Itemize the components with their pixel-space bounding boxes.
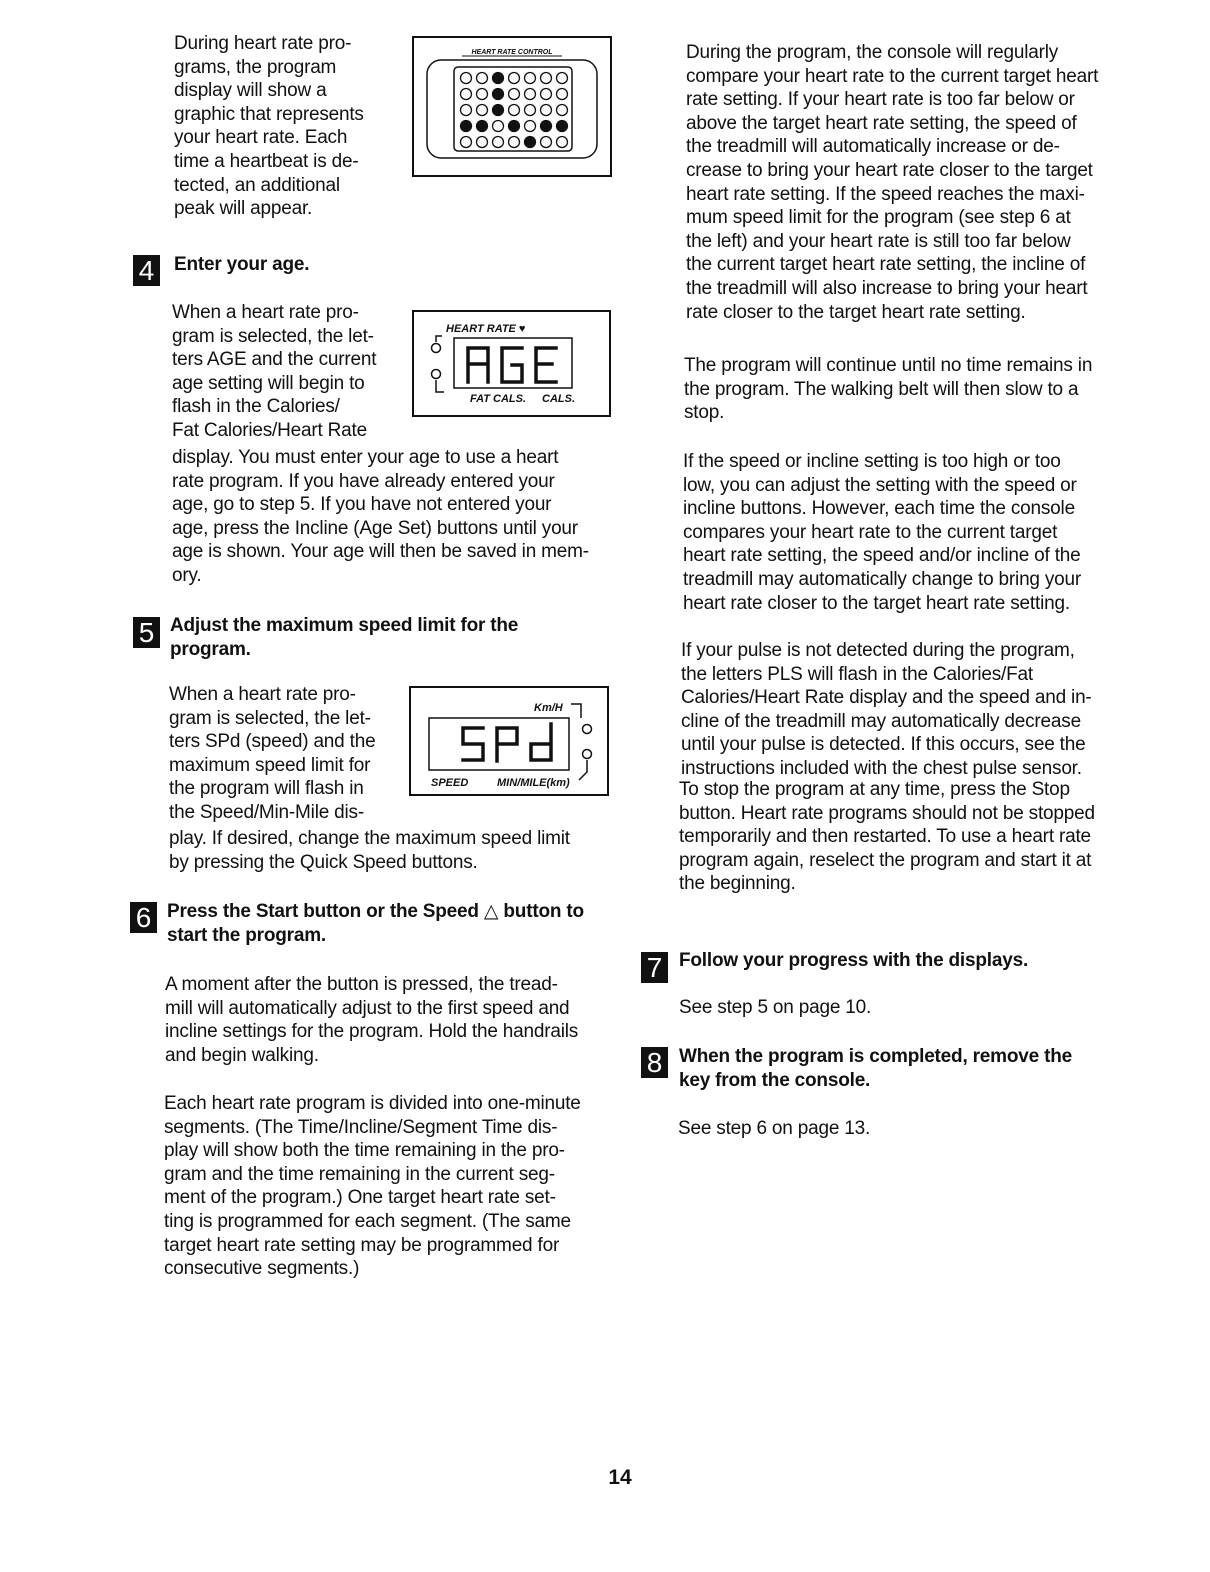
text-line: grams, the program: [174, 56, 337, 78]
speed-label: SPEED: [431, 777, 469, 789]
led-off: [541, 105, 552, 116]
led-on: [493, 105, 504, 116]
min-mile-label: MIN/MILE(km): [497, 777, 570, 789]
text-line: ters SPd (speed) and the: [169, 731, 376, 753]
right-paragraph-2: [684, 354, 1092, 425]
text-line: When a heart rate pro-: [172, 302, 359, 323]
led-off: [557, 105, 568, 116]
heart-rate-graphic: [414, 38, 610, 175]
step-8-body: See step 6 on page 13.: [678, 1118, 871, 1139]
led-off: [477, 73, 488, 84]
text-line: time a heartbeat is de-: [174, 150, 359, 172]
led-on: [509, 121, 520, 132]
step-6-badge: 6: [130, 902, 157, 933]
text-line: the program. The walking belt will then slow to a: [684, 378, 1079, 400]
led-off: [525, 89, 536, 100]
page-number: 14: [608, 1466, 632, 1489]
led-off: [525, 105, 536, 116]
text-line: heart rate setting. If the speed reaches the maxi-: [686, 183, 1085, 205]
text-line: program again, reselect the program and start it at: [679, 849, 1092, 871]
led-off: [477, 105, 488, 116]
step-4-full-text: [172, 446, 589, 588]
text-line: heart rate setting, the speed and/or incline of the: [683, 545, 1081, 567]
led-on: [525, 137, 536, 148]
text-line: During the program, the console will regularly: [686, 42, 1059, 63]
text-line: treadmill may automatically change to bring your: [683, 568, 1082, 590]
speed-display: [409, 686, 609, 796]
step-5-wrapped-text: [169, 683, 375, 825]
led-off: [461, 89, 472, 100]
text-line: crease to bring your heart rate closer to the target: [686, 159, 1093, 181]
led-off: [509, 89, 520, 100]
text-line: the letters PLS will flash in the Calories/Fat: [681, 663, 1033, 685]
right-paragraph-1: [686, 41, 1098, 324]
led-off: [477, 137, 488, 148]
led-off: [525, 73, 536, 84]
text-line: target heart rate setting may be programmed for: [164, 1234, 560, 1256]
text-line: During heart rate pro-: [174, 33, 352, 54]
text-line: the Speed/Min-Mile dis-: [169, 801, 364, 823]
step-8-title-line: key from the console.: [679, 1069, 871, 1091]
step-8-badge: 8: [641, 1047, 668, 1078]
led-on: [493, 73, 504, 84]
text-line: heart rate closer to the target heart rate setting.: [683, 592, 1070, 614]
text-line: low, you can adjust the setting with the speed or: [683, 474, 1077, 496]
text-line: mum speed limit for the program (see step 6 at: [686, 207, 1071, 229]
text-line: play will show both the time remaining in the pro-: [164, 1140, 565, 1162]
text-line: When a heart rate pro-: [169, 684, 356, 705]
text-line: Fat Calories/Heart Rate: [172, 419, 367, 441]
text-line: The program will continue until no time remains in: [684, 355, 1093, 376]
led-off: [509, 137, 520, 148]
text-line: tected, an additional: [174, 174, 340, 196]
led-on: [541, 121, 552, 132]
text-line: by pressing the Quick Speed buttons.: [169, 851, 478, 873]
led-off: [557, 73, 568, 84]
text-line: the current target heart rate setting, the incline of: [686, 254, 1086, 276]
text-line: the program will flash in: [169, 778, 364, 800]
text-line: the treadmill will also increase to bring your heart: [686, 277, 1088, 299]
step-6-title-line: Press the Start button or the Speed △ button to: [167, 901, 584, 922]
led-on: [477, 121, 488, 132]
text-line: rate program. If you have already entered your: [172, 470, 555, 492]
text-line: your heart rate. Each: [174, 127, 348, 149]
led-off: [461, 105, 472, 116]
age-display: [412, 310, 611, 417]
fat-cals-label: FAT CALS.: [470, 393, 527, 405]
text-line: rate setting. If your heart rate is too far below or: [686, 89, 1075, 111]
step-5-full-text: [169, 827, 570, 874]
step-7-badge: 7: [641, 952, 668, 983]
text-line: the beginning.: [679, 873, 796, 895]
step-6-paragraph-1: [165, 973, 578, 1067]
text-line: display will show a: [174, 80, 327, 102]
led-grid: [461, 73, 568, 148]
text-line: segments. (The Time/Incline/Segment Time dis-: [164, 1116, 558, 1138]
text-line: ory.: [172, 564, 202, 586]
text-line: gram and the time remaining in the current seg-: [164, 1163, 555, 1185]
text-line: flash in the Calories/: [172, 396, 340, 418]
speed-display-graphic: [411, 688, 607, 794]
step-5-title-line: Adjust the maximum speed limit for the: [170, 615, 519, 636]
text-line: instructions included with the chest pulse sensor.: [681, 757, 1082, 779]
text-line: the left) and your heart rate is still too far below: [686, 230, 1071, 252]
age-display-graphic: [414, 312, 609, 415]
text-line: gram is selected, the let-: [169, 707, 371, 729]
led-off: [477, 89, 488, 100]
text-line: ment of the program.) One target heart rate set-: [164, 1187, 556, 1209]
step-6-title: [167, 900, 584, 947]
led-on: [493, 89, 504, 100]
heart-rate-label: HEART RATE ♥: [446, 323, 526, 335]
led-off: [493, 137, 504, 148]
text-line: and begin walking.: [165, 1044, 319, 1066]
text-line: until your pulse is detected. If this occurs, see the: [681, 734, 1086, 756]
text-line: Calories/Heart Rate display and the speed and in-: [681, 687, 1092, 709]
led-off: [541, 137, 552, 148]
cals-label: CALS.: [542, 393, 575, 405]
right-paragraph-4: [681, 639, 1092, 781]
text-line: graphic that represents: [174, 103, 364, 125]
text-line: If your pulse is not detected during the program,: [681, 640, 1075, 661]
text-line: age setting will begin to: [172, 372, 365, 394]
display-header-label: HEART RATE CONTROL: [471, 49, 553, 56]
text-line: cline of the treadmill may automatically decrease: [681, 710, 1081, 732]
text-line: consecutive segments.): [164, 1258, 360, 1280]
step-6-title-line: start the program.: [167, 924, 326, 946]
led-on: [461, 121, 472, 132]
right-paragraph-5: [679, 778, 1095, 896]
text-line: age is shown. Your age will then be saved in mem-: [172, 541, 589, 563]
step-4-title: Enter your age.: [174, 254, 310, 275]
step-5-title-line: program.: [170, 638, 251, 660]
text-line: If the speed or incline setting is too high or too: [683, 451, 1061, 472]
led-off: [461, 73, 472, 84]
text-line: ting is programmed for each segment. (The same: [164, 1210, 571, 1232]
step-6-paragraph-2: [164, 1092, 581, 1281]
step-5-title: [170, 614, 518, 661]
text-line: display. You must enter your age to use a heart: [172, 447, 559, 468]
text-line: A moment after the button is pressed, the tread-: [165, 974, 558, 995]
led-off: [557, 89, 568, 100]
step-5-badge: 5: [133, 617, 160, 648]
heart-rate-control-display: [412, 36, 612, 177]
kmh-label: Km/H: [534, 702, 563, 714]
text-line: gram is selected, the let-: [172, 325, 374, 347]
text-line: Each heart rate program is divided into one-minute: [164, 1093, 581, 1114]
step-8-title: [679, 1045, 1072, 1092]
led-off: [541, 89, 552, 100]
intro-paragraph: [174, 32, 364, 221]
text-line: mill will automatically adjust to the first speed and: [165, 997, 570, 1019]
led-off: [509, 105, 520, 116]
text-line: incline settings for the program. Hold the handrails: [165, 1021, 579, 1043]
text-line: stop.: [684, 402, 725, 424]
text-line: temporarily and then restarted. To use a heart rate: [679, 826, 1091, 848]
led-off: [525, 121, 536, 132]
text-line: peak will appear.: [174, 198, 313, 220]
text-line: play. If desired, change the maximum speed limit: [169, 828, 570, 849]
led-off: [557, 137, 568, 148]
text-line: age, press the Incline (Age Set) buttons until your: [172, 517, 578, 539]
text-line: age, go to step 5. If you have not entered your: [172, 494, 552, 516]
text-line: maximum speed limit for: [169, 754, 371, 776]
text-line: above the target heart rate setting, the speed of: [686, 112, 1077, 134]
text-line: incline buttons. However, each time the console: [683, 498, 1075, 520]
text-line: button. Heart rate programs should not be stopped: [679, 802, 1095, 824]
right-paragraph-3: [683, 450, 1081, 615]
step-8-title-line: When the program is completed, remove the: [679, 1046, 1072, 1067]
led-off: [461, 137, 472, 148]
step-4-wrapped-text: [172, 301, 376, 443]
text-line: compares your heart rate to the current target: [683, 521, 1058, 543]
led-on: [557, 121, 568, 132]
step-7-body: See step 5 on page 10.: [679, 997, 872, 1018]
step-4-badge: 4: [133, 255, 160, 286]
text-line: rate closer to the target heart rate setting.: [686, 301, 1026, 323]
text-line: ters AGE and the current: [172, 349, 377, 371]
text-line: the treadmill will automatically increase or de-: [686, 136, 1060, 158]
text-line: To stop the program at any time, press the Stop: [679, 779, 1070, 800]
led-off: [541, 73, 552, 84]
led-off: [509, 73, 520, 84]
text-line: compare your heart rate to the current target heart: [686, 65, 1099, 87]
led-off: [493, 121, 504, 132]
step-7-title: Follow your progress with the displays.: [679, 950, 1029, 971]
